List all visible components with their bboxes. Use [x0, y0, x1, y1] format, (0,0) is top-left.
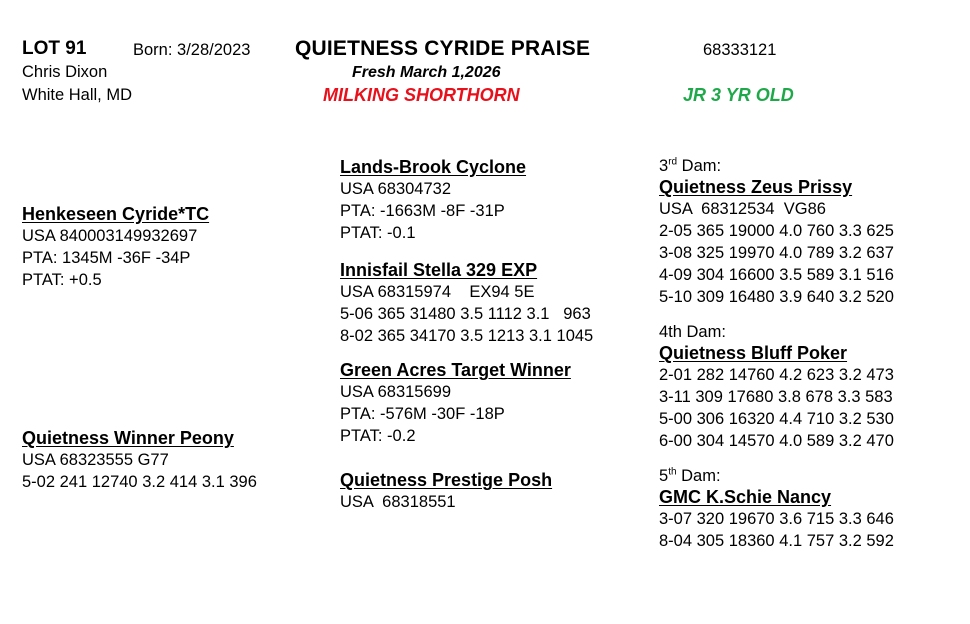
- breed-label: MILKING SHORTHORN: [323, 85, 520, 105]
- sire-dam-name: Innisfail Stella 329 EXP: [340, 260, 538, 280]
- sire-dam-line: 5-06 365 31480 3.5 1112 3.1 963: [340, 305, 591, 323]
- fresh-date: Fresh March 1,2026: [352, 64, 501, 81]
- dam-dam-line: USA 68318551: [340, 493, 456, 511]
- fourth-dam-line: 5-00 306 16320 4.4 710 3.2 530: [659, 410, 894, 428]
- third-dam-name: Quietness Zeus Prissy: [659, 177, 853, 197]
- sire-line: PTAT: +0.5: [22, 271, 102, 289]
- third-dam-line: 5-10 309 16480 3.9 640 3.2 520: [659, 288, 894, 306]
- sire-sire-block: [340, 157, 526, 244]
- fourth-dam-block: [659, 321, 894, 452]
- dam-sire-block: [340, 360, 571, 447]
- third-dam-line: 3-08 325 19970 4.0 789 3.2 637: [659, 244, 894, 262]
- sire-dam-block: [340, 260, 593, 347]
- third-dam-block: [659, 155, 894, 308]
- sire-sire-line: USA 68304732: [340, 180, 452, 198]
- fifth-dam-line: 3-07 320 19670 3.6 715 3.3 646: [659, 510, 894, 528]
- dam-sire-line: PTA: -576M -30F -18P: [340, 405, 505, 423]
- sire-name: Henkeseen Cyride*TC: [22, 204, 210, 224]
- sire-line: USA 840003149932697: [22, 227, 198, 245]
- dam-dam-name: Quietness Prestige Posh: [340, 470, 553, 490]
- fourth-dam-name: Quietness Bluff Poker: [659, 343, 848, 363]
- owner-location: White Hall, MD: [22, 86, 133, 104]
- fifth-dam-block: [659, 465, 894, 552]
- sire-block: [22, 204, 209, 291]
- lot-number: LOT 91: [22, 38, 87, 59]
- dam-dam-block: [340, 470, 552, 513]
- sire-dam-line: 8-02 365 34170 3.5 1213 3.1 1045: [340, 327, 594, 345]
- fourth-dam-line: 3-11 309 17680 3.8 678 3.3 583: [659, 388, 893, 406]
- dam-sire-line: PTAT: -0.2: [340, 427, 416, 445]
- dam-line: USA 68323555 G77: [22, 451, 169, 469]
- animal-name: QUIETNESS CYRIDE PRAISE: [295, 37, 591, 60]
- sire-sire-line: PTA: -1663M -8F -31P: [340, 202, 505, 220]
- owner-name: Chris Dixon: [22, 63, 108, 81]
- dam-sire-name: Green Acres Target Winner: [340, 360, 571, 380]
- dam-block: [22, 428, 257, 493]
- fifth-dam-line: 8-04 305 18360 4.1 757 3.2 592: [659, 532, 894, 550]
- fourth-dam-line: 2-01 282 14760 4.2 623 3.2 473: [659, 366, 894, 384]
- dam-line: 5-02 241 12740 3.2 414 3.1 396: [22, 473, 257, 491]
- sire-line: PTA: 1345M -36F -34P: [22, 249, 191, 267]
- fourth-dam-label: 4th Dam:: [659, 323, 726, 341]
- sire-sire-name: Lands-Brook Cyclone: [340, 157, 527, 177]
- third-dam-line: 4-09 304 16600 3.5 589 3.1 516: [659, 266, 894, 284]
- fifth-dam-name: GMC K.Schie Nancy: [659, 487, 832, 507]
- birth-date: Born: 3/28/2023: [133, 41, 251, 59]
- class-label: JR 3 YR OLD: [683, 85, 794, 105]
- third-dam-label: 3rd Dam:: [659, 156, 722, 175]
- sire-sire-line: PTAT: -0.1: [340, 224, 416, 242]
- third-dam-line: 2-05 365 19000 4.0 760 3.3 625: [659, 222, 894, 240]
- third-dam-line: USA 68312534 VG86: [659, 200, 826, 218]
- sire-dam-line: USA 68315974 EX94 5E: [340, 283, 535, 301]
- dam-name: Quietness Winner Peony: [22, 428, 234, 448]
- dam-sire-line: USA 68315699: [340, 383, 452, 401]
- fourth-dam-line: 6-00 304 14570 4.0 589 3.2 470: [659, 432, 894, 450]
- fifth-dam-label: 5th Dam:: [659, 466, 721, 485]
- registration-number: 68333121: [703, 41, 777, 59]
